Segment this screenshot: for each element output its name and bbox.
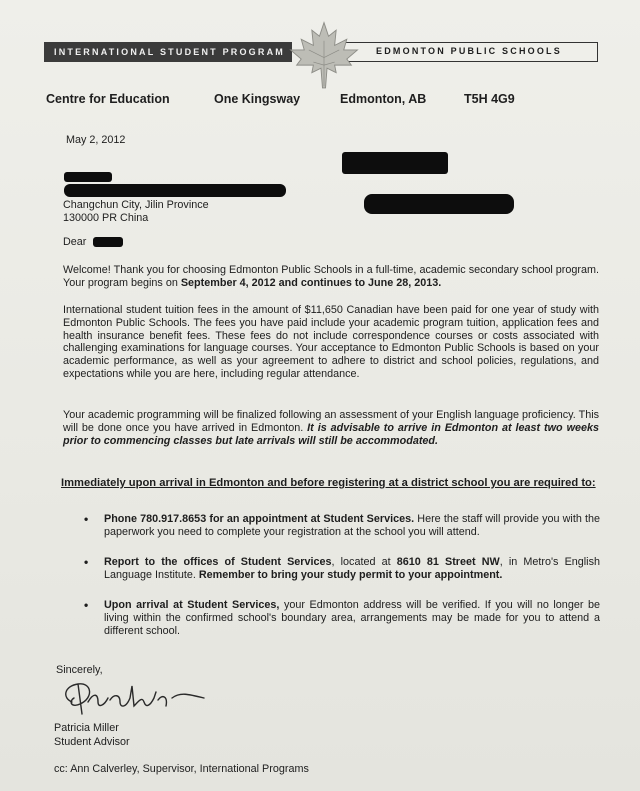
letter-date: May 2, 2012 [66, 134, 126, 146]
welcome-paragraph [63, 264, 599, 290]
bullet-dot: • [84, 512, 89, 526]
address-street: One Kingsway [214, 92, 301, 106]
bullet-verification [104, 599, 600, 637]
salutation: Dear [63, 236, 87, 248]
bullet-dot: • [84, 555, 89, 569]
report-text-2: , in Metro's English Language Institute. [104, 556, 600, 581]
program-banner: INTERNATIONAL STUDENT PROGRAM [44, 42, 292, 62]
program-dates: September 4, 2012 and continues to June 28, 2013. [180, 276, 442, 289]
address-postal: T5H 4G9 [464, 92, 515, 106]
school-banner: EDMONTON PUBLIC SCHOOLS [340, 42, 598, 62]
redaction-block [364, 194, 514, 214]
welcome-text: Welcome! Thank you for choosing Edmonton Public Schools in a full-time, academic secondary school program. Your program begins on [63, 264, 599, 289]
bullet-phone [104, 513, 600, 539]
redaction-block [93, 237, 123, 247]
phone-details: Here the staff will provide you with the paperwork you need to complete your registration at the school you will attend. [104, 513, 600, 538]
requirements-heading: Immediately upon arrival in Edmonton and before registering at a district school you are required to: [61, 477, 596, 489]
signer-title: Student Advisor [54, 735, 130, 748]
maple-leaf-icon [286, 18, 362, 94]
cc-line: cc: Ann Calverley, Supervisor, International Programs [54, 763, 309, 775]
address-city: Edmonton, AB [340, 92, 427, 106]
report-instruction: Report to the offices of Student Services [104, 556, 332, 568]
recipient-address [63, 199, 209, 224]
signer-block [54, 722, 130, 749]
closing: Sincerely, [56, 664, 103, 676]
assessment-text: Your academic programming will be finalized following an assessment of your English language proficiency. This will be done once you have arrived in Edmonton. [63, 409, 599, 434]
verification-instruction: Upon arrival at Student Services, [104, 599, 280, 611]
bullet-dot: • [84, 598, 89, 612]
report-text: , located at [331, 556, 397, 568]
phone-instruction: Phone 780.917.8653 for an appointment at Student Services. [104, 513, 415, 525]
signature [58, 672, 218, 722]
redaction-block [64, 172, 112, 182]
report-address: 8610 81 Street NW [396, 556, 500, 568]
study-permit-reminder: Remember to bring your study permit to your appointment. [198, 568, 503, 581]
address-org: Centre for Education [46, 92, 170, 106]
redaction-block [64, 184, 286, 197]
recipient-postal: 130000 PR China [63, 211, 149, 224]
redaction-block [342, 152, 448, 174]
arrival-advice: It is advisable to arrive in Edmonton at least two weeks prior to commencing classes but late arrivals will still be accommodated. [63, 421, 599, 447]
recipient-city: Changchun City, Jilin Province [63, 199, 209, 211]
verification-details: your Edmonton address will be verified. If you will no longer be living within the confirmed school's boundary area, arrangements may be made for you to attend a different school. [104, 599, 600, 637]
signer-name: Patricia Miller [54, 722, 119, 734]
tuition-paragraph: International student tuition fees in the amount of $11,650 Canadian have been paid for one year of study with Edmonton Public Schools. The fees you have paid include your academic program tuition, application fees and health insurance benefit fees. These fees do not include correspondence courses or costs associated with challenging examinations for language courses. Your acceptance to Edmonton Public Schools is based on your academic performance, as well as your agreement to adhere to district and school policies, regulations, and expectations while you are here, including regular attendance. [63, 304, 599, 380]
assessment-paragraph [63, 409, 599, 447]
bullet-report [104, 556, 600, 582]
